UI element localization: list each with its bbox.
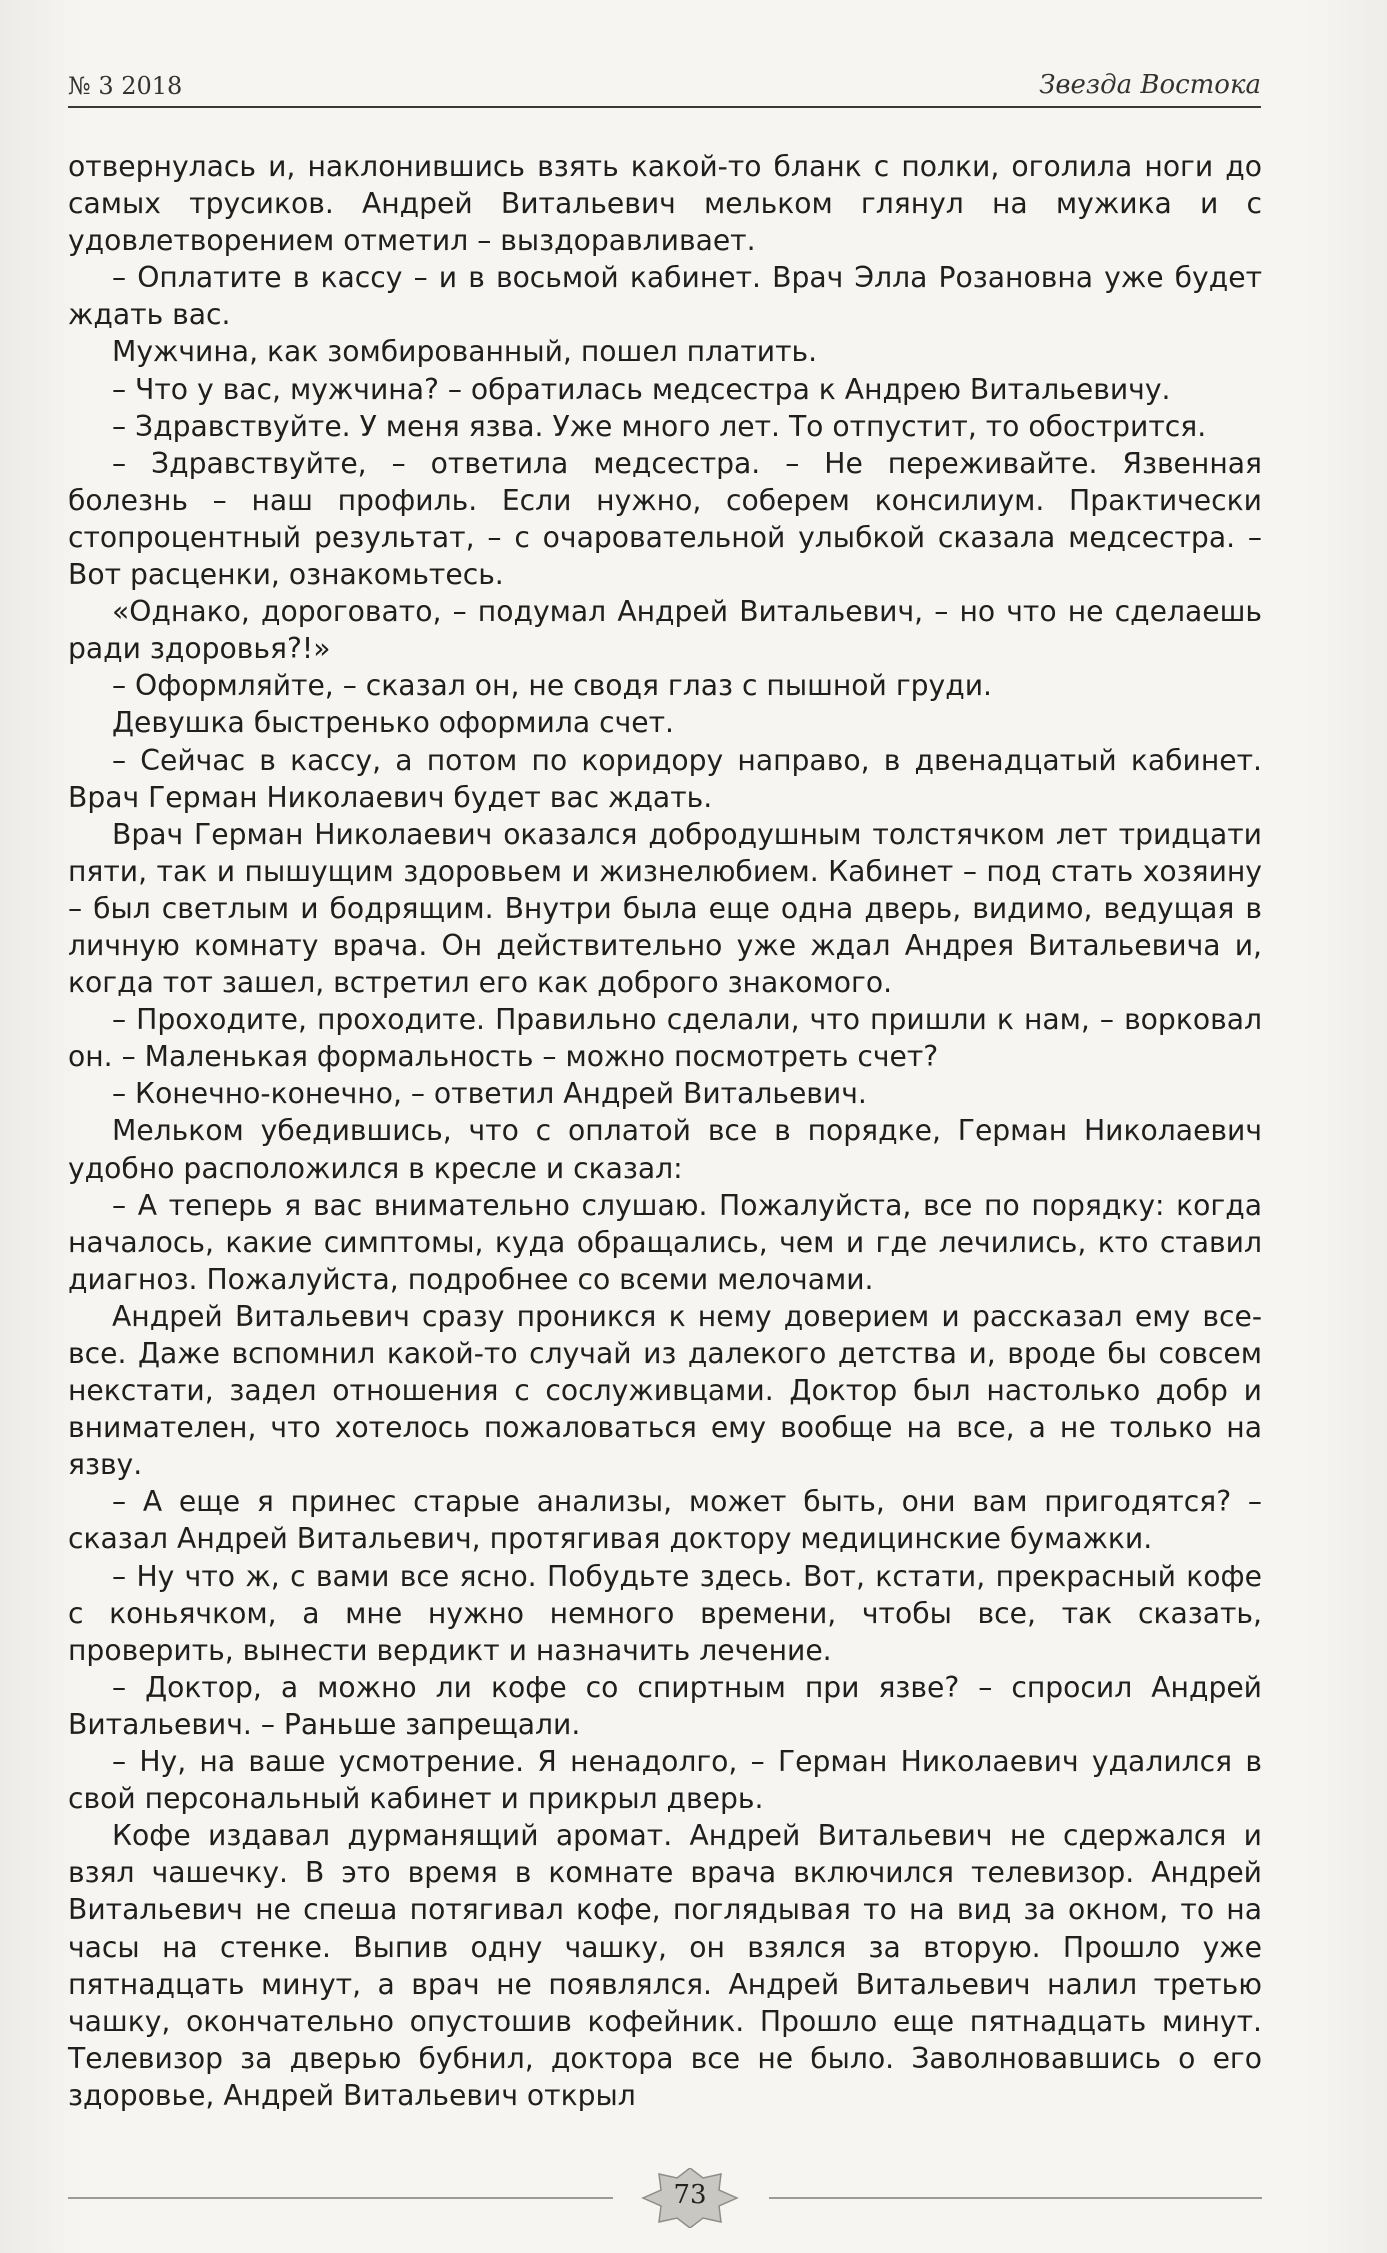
body-text <box>68 148 1262 2114</box>
paragraph: Врач Герман Николаевич оказался добродушным толстячком лет тридцати пяти, так и пышущим здоровьем и жизнелюбием. Кабинет – под стать хозяину – был светлым и бодрящим. Внутри была еще одна дверь, видимо, ведущая в личную комнату врача. Он действительно уже ждал Андрея Витальевича и, когда тот зашел, встретил его как доброго знакомого. <box>68 817 1262 1000</box>
paragraph: – Оформляйте, – сказал он, не сводя глаз с пышной груди. <box>112 669 992 703</box>
paragraph: – А еще я принес старые анализы, может быть, они вам пригодятся? – сказал Андрей Витальевич, протягивая доктору медицинские бумажки. <box>68 1485 1262 1556</box>
paragraph: – Оплатите в кассу – и в восьмой кабинет. Врач Элла Розановна уже будет ждать вас. <box>68 261 1262 332</box>
paragraph: Мельком убедившись, что с оплатой все в порядке, Герман Николаевич удобно расположился в кресле и сказал: <box>68 1114 1262 1185</box>
paragraph: – Конечно-конечно, – ответил Андрей Витальевич. <box>112 1077 867 1111</box>
paragraph: отвернулась и, наклонившись взять какой-то бланк с полки, оголила ноги до самых трусиков. Андрей Витальевич мельком глянул на мужика и с удовлетворением отметил – выздоравливает. <box>68 150 1262 258</box>
paragraph: – Проходите, проходите. Правильно сделали, что пришли к нам, – ворковал он. – Маленькая формальность – можно посмотреть счет? <box>68 1003 1262 1074</box>
paragraph: – Ну что ж, с вами все ясно. Побудьте здесь. Вот, кстати, прекрасный кофе с коньячком, а мне нужно немного времени, чтобы все, так сказать, проверить, вынести вердикт и назначить лечение. <box>68 1559 1262 1667</box>
paragraph: – Ну, на ваше усмотрение. Я ненадолго, – Герман Николаевич удалился в свой персональный кабинет и прикрыл дверь. <box>68 1745 1262 1816</box>
paragraph: – Что у вас, мужчина? – обратилась медсестра к Андрею Витальевичу. <box>112 372 1171 406</box>
paragraph: «Однако, дороговато, – подумал Андрей Витальевич, – но что не сделаешь ради здоровья?!» <box>68 595 1262 666</box>
footer-rule-right <box>769 2197 1262 2199</box>
page-number: 73 <box>673 2180 707 2210</box>
footer-rule-left <box>68 2197 613 2199</box>
paragraph: Андрей Витальевич сразу проникся к нему доверием и рассказал ему все-все. Даже вспомнил какой-то случай из далекого детства и, вроде бы совсем некстати, задел отношения с сослуживцами. Доктор был настолько добр и внимателен, что хотелось пожаловаться ему вообще на все, а не только на язву. <box>68 1299 1262 1482</box>
paragraph: – А теперь я вас внимательно слушаю. Пожалуйста, все по порядку: когда началось, какие симптомы, куда обращались, чем и где лечились, кто ставил диагноз. Пожалуйста, подробнее со всеми мелочами. <box>68 1188 1262 1296</box>
page-footer <box>0 2168 1387 2228</box>
paragraph: – Здравствуйте, – ответила медсестра. – Не переживайте. Язвенная болезнь – наш профиль. Если нужно, соберем консилиум. Практически стопроцентный результат, – с очаровательной улыбкой сказала медсестра. – Вот расценки, ознакомьтесь. <box>68 446 1262 592</box>
paragraph: – Сейчас в кассу, а потом по коридору направо, в двенадцатый кабинет. Врач Герман Николаевич будет вас ждать. <box>68 743 1262 814</box>
issue-number: № 3 2018 <box>68 72 183 100</box>
paragraph: – Здравствуйте. У меня язва. Уже много лет. То отпустит, то обострится. <box>112 409 1207 443</box>
journal-title: Звезда Востока <box>1039 70 1261 100</box>
paragraph: Мужчина, как зомбированный, пошел платить. <box>112 335 818 369</box>
paragraph: Девушка быстренько оформила счет. <box>112 706 674 740</box>
paragraph: – Доктор, а можно ли кофе со спиртным при язве? – спросил Андрей Витальевич. – Раньше запрещали. <box>68 1670 1262 1741</box>
running-header <box>68 62 1261 108</box>
page-number-badge <box>625 2168 755 2228</box>
paragraph: Кофе издавал дурманящий аромат. Андрей Витальевич не сдержался и взял чашечку. В это время в комнате врача включился телевизор. Андрей Витальевич не спеша потягивал кофе, поглядывая то на вид за окном, то на часы на стенке. Выпив одну чашку, он взялся за вторую. Прошло уже пятнадцать минут, а врач не появлялся. Андрей Витальевич налил третью чашку, окончательно опустошив кофейник. Прошло еще пятнадцать минут. Телевизор за дверью бубнил, доктора все не было. Заволновавшись о его здоровье, Андрей Витальевич открыл <box>68 1819 1262 2112</box>
